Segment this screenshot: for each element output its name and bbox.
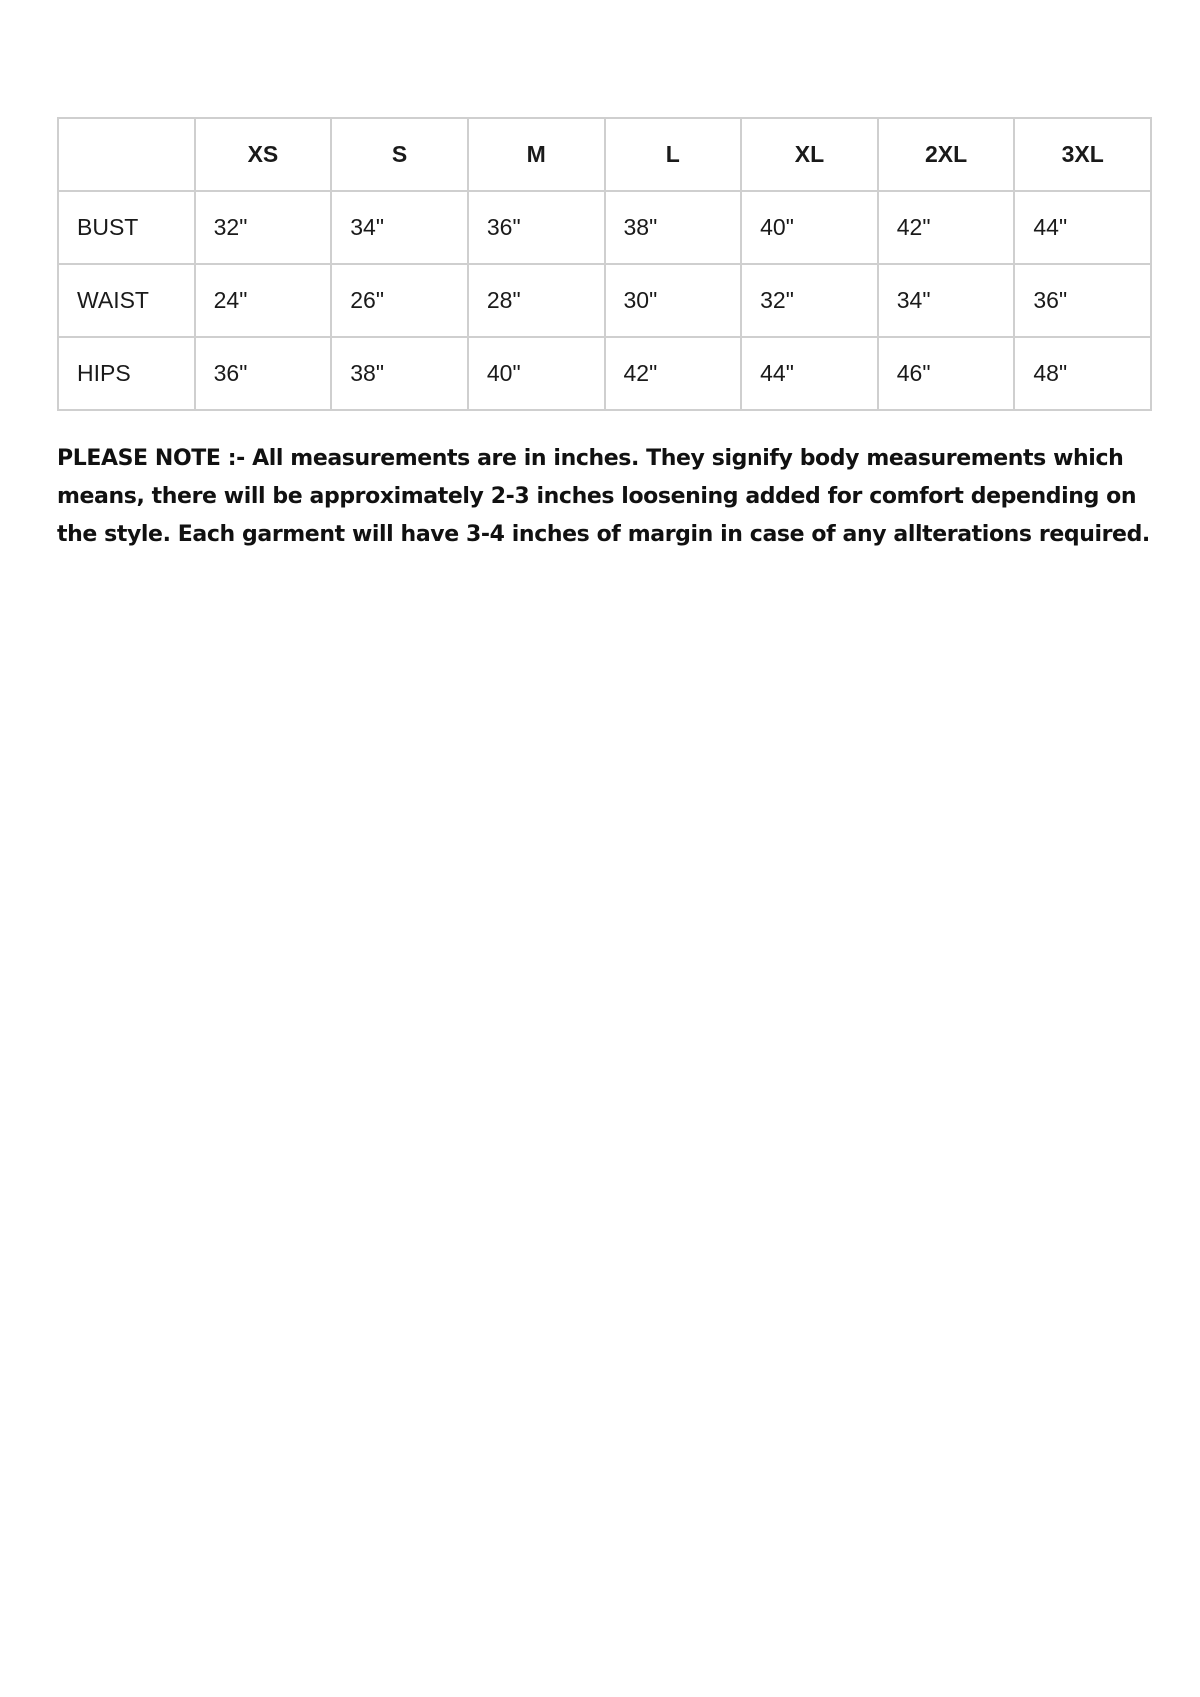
table-cell: 40" xyxy=(741,191,878,264)
table-cell: 26" xyxy=(331,264,468,337)
corner-cell xyxy=(58,118,195,191)
table-cell: 40" xyxy=(468,337,605,410)
row-label-hips: HIPS xyxy=(58,337,195,410)
table-cell: 32" xyxy=(741,264,878,337)
table-cell: 24" xyxy=(195,264,332,337)
size-header-2xl: 2XL xyxy=(878,118,1015,191)
table-cell: 36" xyxy=(468,191,605,264)
row-label-bust: BUST xyxy=(58,191,195,264)
table-cell: 48" xyxy=(1014,337,1151,410)
size-header-s: S xyxy=(331,118,468,191)
table-cell: 36" xyxy=(1014,264,1151,337)
size-header-l: L xyxy=(605,118,742,191)
table-cell: 28" xyxy=(468,264,605,337)
size-chart-table xyxy=(57,117,1152,411)
size-header-xl: XL xyxy=(741,118,878,191)
table-cell: 42" xyxy=(878,191,1015,264)
row-label-waist: WAIST xyxy=(58,264,195,337)
measurement-note: PLEASE NOTE :- All measurements are in inches. They signify body measurements which means, there will be approximately 2-3 inches loosening added for comfort depending on the style. Each garment will have 3-4 inches of margin in case of any allterations required. xyxy=(57,446,1150,547)
table-cell: 38" xyxy=(331,337,468,410)
table-row-bust xyxy=(58,191,1151,264)
table-cell: 44" xyxy=(741,337,878,410)
table-cell: 34" xyxy=(878,264,1015,337)
table-cell: 30" xyxy=(605,264,742,337)
table-cell: 34" xyxy=(331,191,468,264)
table-cell: 36" xyxy=(195,337,332,410)
table-cell: 44" xyxy=(1014,191,1151,264)
table-row-waist xyxy=(58,264,1151,337)
table-cell: 38" xyxy=(605,191,742,264)
size-header-3xl: 3XL xyxy=(1014,118,1151,191)
table-cell: 46" xyxy=(878,337,1015,410)
table-row-hips xyxy=(58,337,1151,410)
table-cell: 42" xyxy=(605,337,742,410)
size-header-m: M xyxy=(468,118,605,191)
size-header-xs: XS xyxy=(195,118,332,191)
table-cell: 32" xyxy=(195,191,332,264)
size-header-row xyxy=(58,118,1151,191)
